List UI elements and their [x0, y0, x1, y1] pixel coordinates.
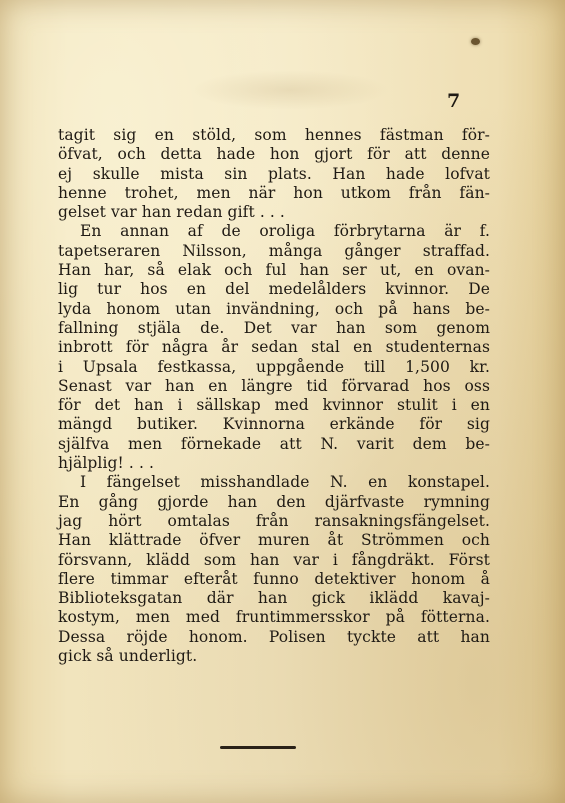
text-line: öfvat, och detta hade hon gjort för att denne	[58, 145, 490, 164]
text-line: jag hört omtalas från ransakningsfängelset.	[58, 511, 490, 530]
text-line: tapetseraren Nilsson, många gånger straffad.	[58, 241, 490, 260]
text-line: henne trohet, men när hon utkom från fän-	[58, 183, 490, 202]
text-line: lig tur hos en del medelålders kvinnor. De	[58, 280, 490, 299]
text-line: flere timmar efteråt funno detektiver honom å	[58, 569, 490, 588]
text-line: gelset var han redan gift . . .	[58, 203, 285, 222]
text-line: fallning stjäla de. Det var han som genom	[58, 318, 490, 337]
text-line: lyda honom utan invändning, och på hans be-	[58, 299, 490, 318]
text-line: Senast var han en längre tid förvarad hos oss	[58, 376, 490, 395]
end-rule	[220, 746, 296, 749]
text-line: Han klättrade öfver muren åt Strömmen och	[58, 531, 490, 550]
text-line: tagit sig en stöld, som hennes fästman för-	[58, 126, 490, 144]
text-line: försvann, klädd som han var i fångdräkt. Först	[58, 550, 490, 569]
text-line: I fängelset misshandlade N. en konstapel.	[80, 473, 490, 492]
text-line: gick så underligt.	[58, 647, 198, 666]
paper-stain	[190, 70, 390, 110]
text-line: ej skulle mista sin plats. Han hade lofvat	[58, 164, 490, 183]
paper-hole	[471, 38, 480, 45]
text-line: hjälplig! . . .	[58, 454, 155, 473]
text-line: Dessa röjde honom. Polisen tyckte att han	[58, 627, 490, 646]
body-text	[58, 126, 490, 666]
text-line: Biblioteksgatan där han gick iklädd kavaj-	[58, 589, 490, 608]
text-line: Han har, så elak och ful han ser ut, en ovan-	[58, 261, 490, 280]
text-line: kostym, men med fruntimmersskor på fötterna.	[58, 608, 490, 627]
text-line: i Upsala festkassa, uppgående till 1,500 kr.	[58, 357, 490, 376]
text-line: inbrott för några år sedan stal en studenternas	[58, 338, 490, 357]
text-line: för det han i sällskap med kvinnor stulit i en	[58, 396, 490, 415]
page-number: 7	[447, 90, 461, 112]
text-line: mängd butiker. Kvinnorna erkände för sig	[58, 415, 490, 434]
text-line: En annan af de oroliga förbrytarna är f.	[80, 222, 490, 241]
text-line: En gång gjorde han den djärfvaste rymning	[58, 492, 490, 511]
text-line: själfva men förnekade att N. varit dem be-	[58, 434, 490, 453]
